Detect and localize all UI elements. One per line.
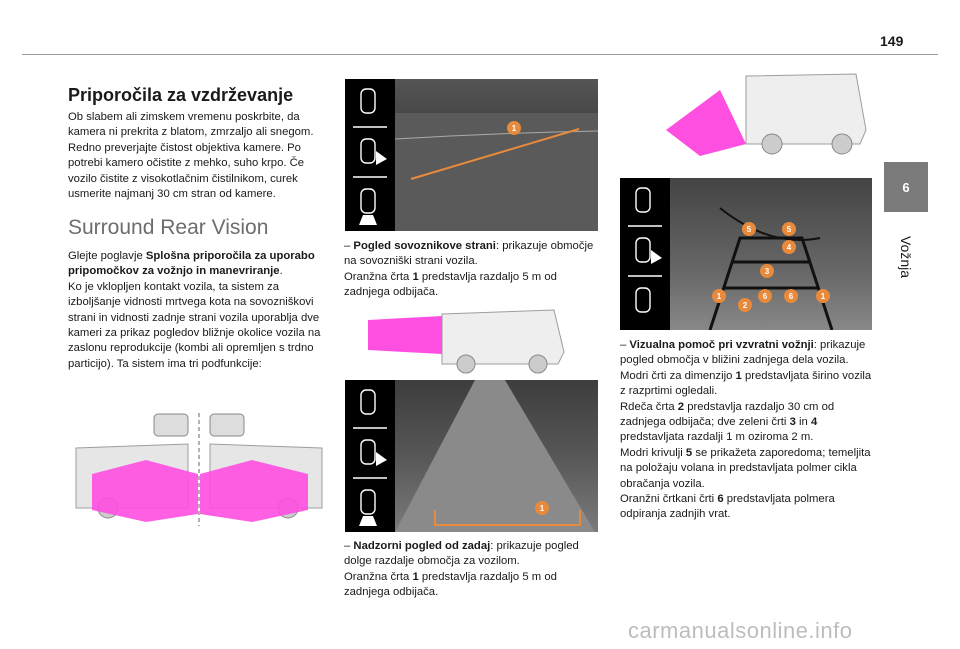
- section-title-surround: Surround Rear Vision: [68, 216, 269, 239]
- visual-aid-text: – Vizualna pomoč pri vzvratni vožnji: prikazuje pogled območja v bližini zadnjega dela vozila. Modri črti za dimenzijo 1 predstavljata širino vozila z razprtimi ogledali. Rdeča črta 2 predstavlja razdaljo 30 cm od zadnjega odbijača; dve zeleni črti 3 in 4 predstavljata razdalji 1 m oziroma 2 m. Modri krivulji 5 se prikažeta zaporedoma; temeljita na položaju volana in predstavljata polmer cikla obračanja vozila. Oranžni črtkani črti 6 predstavljata polmera odpiranja zadnjih vrat.: [620, 339, 872, 521]
- section-title-maintenance: Priporočila za vzdrževanje: [68, 85, 294, 105]
- maintenance-text: Ob slabem ali zimskem vremenu poskrbite, da kamera ni prekrita z blatom, zmrzaljo ali snegom. Redno preverjajte čistost objektiva kamere. Po potrebi kamero očistite z mehko, suho krpo. Če vozilo čistite z visokotlačnim čistilnikom, curek usmerite najmanj 30 cm stran od kamere.: [68, 111, 314, 201]
- callout-1: 1: [535, 501, 549, 515]
- callout-2: 2: [738, 298, 752, 312]
- chapter-tab[interactable]: 6: [884, 162, 928, 212]
- page-number: 149: [880, 33, 904, 49]
- reversing-aid-camera-view: [670, 178, 872, 330]
- cameras-illustration: [68, 408, 330, 526]
- watermark: carmanualsonline.info: [628, 618, 853, 643]
- camera-mode-icons: [345, 79, 395, 231]
- chapter-label: Vožnja: [898, 235, 914, 279]
- callout-6: 6: [784, 289, 798, 303]
- callout-5: 5: [742, 222, 756, 236]
- rear-view-text: – Nadzorni pogled od zadaj: prikazuje pogled dolge razdalje območja za vozilom. Oranžna črta 1 predstavlja razdaljo 5 m od zadnjega odbijača.: [344, 540, 579, 599]
- callout-1: 1: [507, 121, 521, 135]
- surround-text: Glejte poglavje Splošna priporočila za uporabo pripomočkov za vožnjo in manevriranje. Ko je vklopljen kontakt vozila, ta sistem za izboljšanje vidnosti mrtvega kota na sovozniškovi strani in vidnosti zadnje strani vozila uporablja dve kameri za prikaz pogledov bližnje okolice vozila na zaslonu reprodukcije (kombi ali opremljen s trdno particijo). Ta sistem ima tri podfunkcije:: [68, 250, 321, 370]
- callout-3: 3: [760, 264, 774, 278]
- callout-4: 4: [782, 240, 796, 254]
- rear-camera-view: [395, 380, 598, 532]
- callout-1: 1: [816, 289, 830, 303]
- header-rule: [22, 54, 938, 55]
- rear-camera-mode-icons: [345, 380, 395, 532]
- rear-zone-illustration: [660, 70, 870, 166]
- visual-aid-mode-icons: [620, 178, 670, 330]
- passenger-view-text: – Pogled sovoznikove strani: prikazuje območje na sovozniški strani vozila. Oranžna črta 1 predstavlja razdaljo 5 m od zadnjega odbijača.: [344, 240, 594, 299]
- passenger-side-zone-illustration: [368, 302, 568, 376]
- callout-1: 1: [712, 289, 726, 303]
- passenger-side-camera-view: [395, 79, 598, 231]
- callout-6: 6: [758, 289, 772, 303]
- callout-5: 5: [782, 222, 796, 236]
